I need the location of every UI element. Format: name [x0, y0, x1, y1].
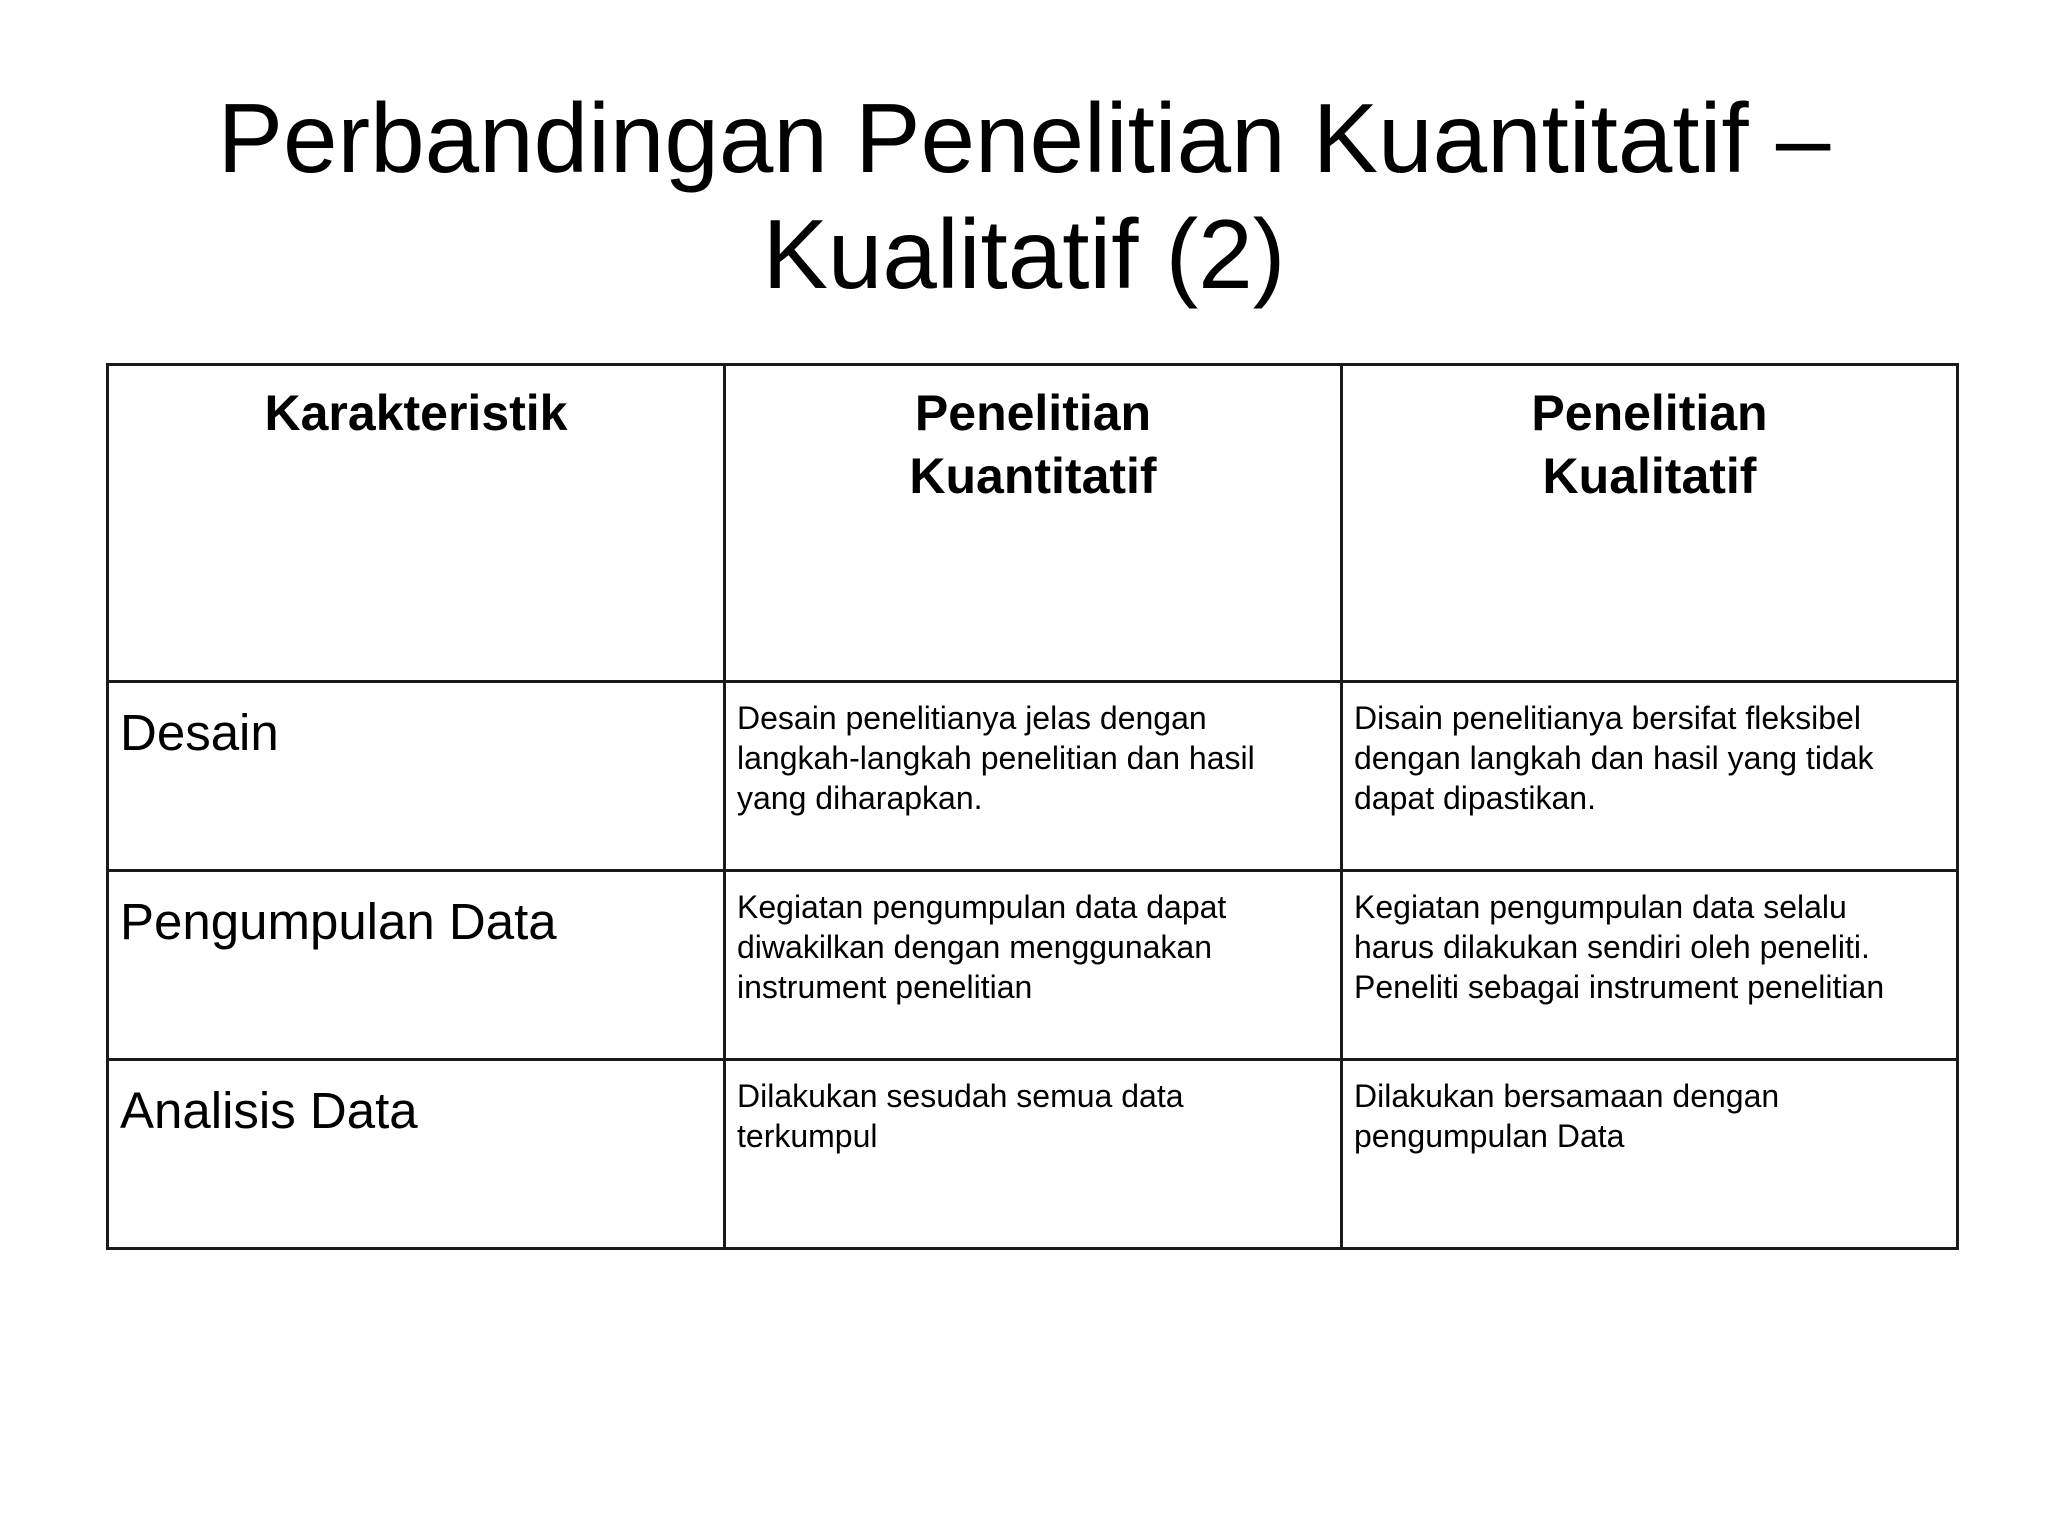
cell-line: Peneliti sebagai instrument penelitian: [1354, 969, 1885, 1005]
table-row: [108, 1060, 1958, 1249]
header-kuantitatif: [725, 365, 1342, 682]
cell-line: Kegiatan pengumpulan data selalu: [1354, 889, 1847, 925]
cell-line: Disain penelitianya bersifat fleksibel: [1354, 700, 1861, 736]
header-karakteristik-label: Karakteristik: [264, 385, 568, 441]
cell-line: Desain penelitianya jelas dengan: [737, 700, 1207, 736]
cell-desain-kuantitatif: [725, 682, 1342, 871]
cell-line: diwakilkan dengan menggunakan: [737, 929, 1213, 965]
row-label-analisis-data: Analisis Data: [108, 1060, 725, 1249]
slide-title-line-1: Perbandingan Penelitian Kuantitatif –: [217, 83, 1831, 193]
table-header-row: [108, 365, 1958, 682]
header-kuantitatif-line-2: Kuantitatif: [909, 448, 1157, 504]
header-kualitatif: [1342, 365, 1958, 682]
cell-line: Dilakukan bersamaan dengan: [1354, 1078, 1780, 1114]
header-karakteristik: [108, 365, 725, 682]
comparison-table: [106, 363, 1959, 1250]
header-kualitatif-line-2: Kualitatif: [1542, 448, 1757, 504]
cell-desain-kualitatif: [1342, 682, 1958, 871]
cell-pengumpulan-kualitatif: [1342, 871, 1958, 1060]
cell-line: yang diharapkan.: [737, 780, 983, 816]
cell-line: Dilakukan sesudah semua data: [737, 1078, 1184, 1114]
cell-pengumpulan-kuantitatif: [725, 871, 1342, 1060]
cell-line: dengan langkah dan hasil yang tidak: [1354, 740, 1874, 776]
row-label-pengumpulan-data: Pengumpulan Data: [108, 871, 725, 1060]
table-row: [108, 871, 1958, 1060]
cell-line: langkah-langkah penelitian dan hasil: [737, 740, 1255, 776]
cell-line: Kegiatan pengumpulan data dapat: [737, 889, 1227, 925]
slide-title: [100, 80, 1948, 312]
cell-line: harus dilakukan sendiri oleh peneliti.: [1354, 929, 1870, 965]
row-label-desain: Desain: [108, 682, 725, 871]
cell-line: instrument penelitian: [737, 969, 1033, 1005]
slide-title-line-2: Kualitatif (2): [762, 199, 1286, 309]
table-row: [108, 682, 1958, 871]
cell-line: dapat dipastikan.: [1354, 780, 1596, 816]
cell-line: terkumpul: [737, 1118, 878, 1154]
cell-analisis-kuantitatif: [725, 1060, 1342, 1249]
cell-line: pengumpulan Data: [1354, 1118, 1625, 1154]
cell-analisis-kualitatif: [1342, 1060, 1958, 1249]
header-kuantitatif-line-1: Penelitian: [914, 385, 1152, 441]
header-kualitatif-line-1: Penelitian: [1531, 385, 1768, 441]
